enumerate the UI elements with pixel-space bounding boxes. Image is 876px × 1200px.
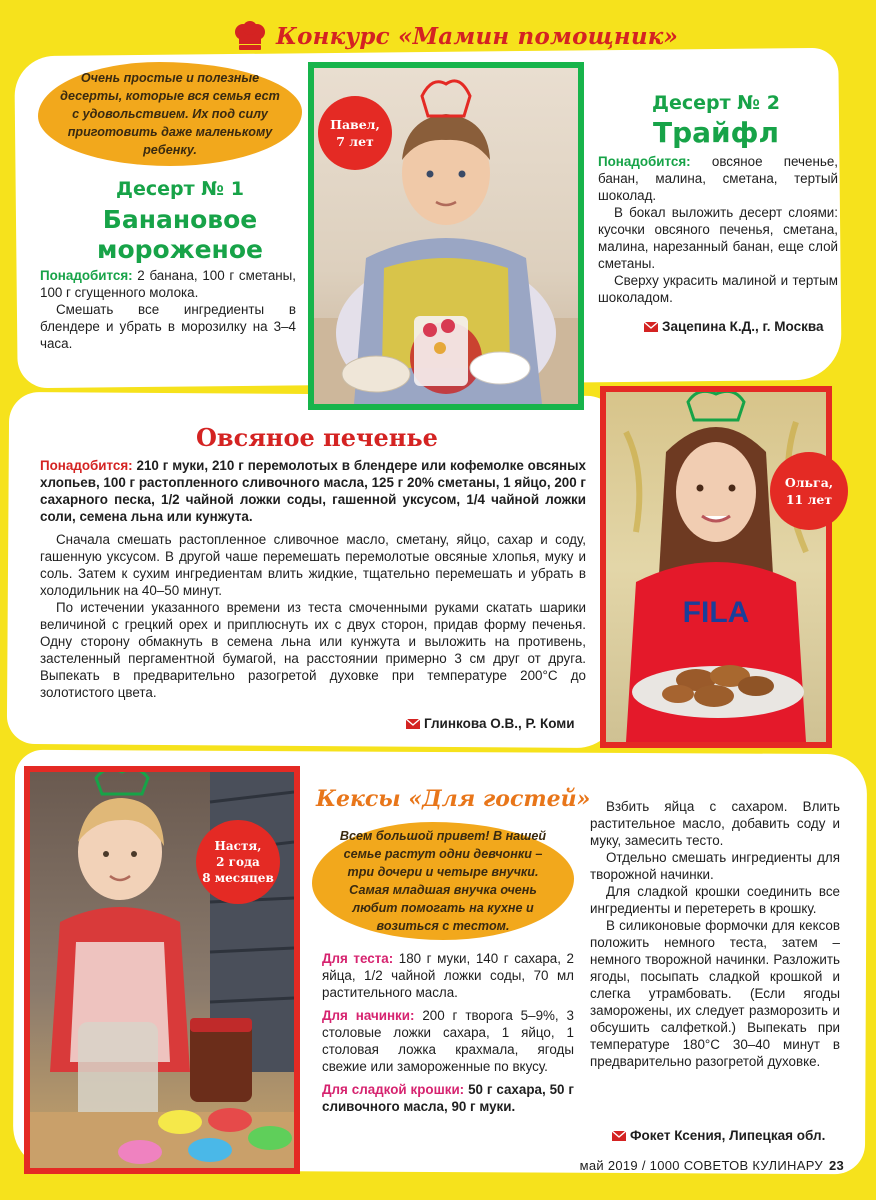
dough-ingredients: Для теста: 180 г муки, 140 г сахара, 2 яйца, 1/2 чайной ложки соды, 70 мл растительного масла. [322, 951, 574, 1000]
dessert1-title: Банановое мороженое [97, 205, 263, 264]
dessert2-body [598, 153, 838, 306]
envelope-icon [406, 719, 420, 729]
cupcakes-step-4: В силиконовые формочки для кексов положить немного теста, затем – немного творожной начинки. Разложить ягоды, посыпать сладкой крошкой и слегка утрамбовать. (Если ягоды заморожены, их следует разморозить и обсушить салфеткой.) Выпекать при температуре 180°С 30–40 минут в предварительно разогретой духовке. [590, 918, 840, 1069]
shirt-logo: FILA [682, 596, 750, 629]
photo-olga [600, 386, 832, 748]
cookies-ingredients: Понадобится: 210 г муки, 210 г перемолотых в блендере или кофемолке овсяных хлопьев, 100 г растопленного сливочного масла, 125 г 20% сметаны, 1 яйцо, 200 г сахарного песка, 1/2 чайной ложки соды, гашенной уксусом, 1/4 чайной ложки соли, семена льна или кунжута. [40, 458, 586, 524]
page-header [232, 16, 678, 56]
page-number: 23 [828, 1158, 844, 1173]
dessert2-ingredients: Понадобится: овсяное печенье, банан, малина, сметана, тертый шоколад. [598, 154, 838, 203]
cupcakes-ingredients [322, 950, 574, 1115]
cupcakes-bubble: Всем большой привет! В нашей семье растут одни девчонки – три дочери и четыре внучки. Самая младшая внучка очень любит помогать на кухне и возиться с тестом. [312, 822, 574, 940]
cupcakes-step-1: Взбить яйца с сахаром. Влить растительное масло, добавить соду и муку, замесить тесто. [590, 799, 840, 848]
cookies-method-2: По истечении указанного времени из теста смоченными руками скатать шарики величиной с грецкий орех и приплюснуть их с двух сторон, придав форму печенья. Одну сторону обмакнуть в семена льна или кунжута и выложить на противень, застеленный пергаментной бумагой, на расстоянии примерно 3 см друг от друга. Выпекать в предварительно разогретой духовке при температуре 200°С до золотистого цвета. [40, 600, 586, 700]
dessert1-number: Десерт № 1 [116, 178, 244, 200]
dessert2-author: Зацепина К.Д., г. Москва [644, 319, 823, 334]
crumb-ingredients: Для сладкой крошки: 50 г сахара, 50 г сливочного масла, 90 г муки. [322, 1082, 574, 1114]
badge-nastya: Настя, 2 года 8 месяцев [196, 820, 280, 904]
cookies-body [40, 457, 586, 701]
cookies-method-1: Сначала смешать растопленное сливочное масло, сметану, яйцо, сахар и соду, гашенную уксусом. В другой чаше перемешать перемолотые овсяные хлопья, муку и соль. Затем к сухим ингредиентам влить жидкие, тщательно перемешать и убрать в холодильник на 40–50 минут. [40, 532, 586, 598]
issue-label: май 2019 / 1000 СОВЕТОВ КУЛИНАРУ [579, 1158, 823, 1173]
dessert1-body [40, 267, 296, 352]
intro-bubble: Очень простые и полезные десерты, которые вся семья ест с удовольствием. Их под силу приготовить даже маленькому ребенку. [38, 62, 302, 166]
dessert2-title: Трайфл [653, 116, 779, 149]
page-title: Конкурс «Мамин помощник» [276, 22, 679, 50]
filling-ingredients: Для начинки: 200 г творога 5–9%, 3 столовые ложки сахара, 1 яйцо, 1 столовая ложка крахмала, ягоды свежие или замороженные по вкусу. [322, 1008, 574, 1074]
badge-olga: Ольга, 11 лет [770, 452, 848, 530]
envelope-icon [612, 1131, 626, 1141]
cupcakes-step-3: Для сладкой крошки соединить все ингредиенты и перетереть в крошку. [590, 884, 840, 916]
cupcakes-method [590, 798, 840, 1070]
dessert1-method: Смешать все ингредиенты в блендере и убрать в морозилку на 3–4 часа. [40, 302, 296, 351]
badge-pavel: Павел, 7 лет [318, 96, 392, 170]
dessert2-method-1: В бокал выложить десерт слоями: кусочки овсяного печенья, сметана, малина, нарезанный банан, еще слой сметаны. [598, 205, 838, 271]
cupcakes-step-2: Отдельно смешать ингредиенты для творожной начинки. [590, 850, 840, 882]
dessert2-number: Десерт № 2 [652, 92, 780, 114]
cookies-title: Овсяное печенье [196, 423, 438, 452]
chef-hat-icon [232, 21, 268, 51]
cupcakes-author: Фокет Ксения, Липецкая обл. [612, 1128, 825, 1143]
dessert2-method-2: Сверху украсить малиной и тертым шоколадом. [598, 273, 838, 305]
dessert1-ingredients: Понадобится: 2 банана, 100 г сметаны, 100 г сгущенного молока. [40, 268, 296, 300]
envelope-icon [644, 322, 658, 332]
cookies-author: Глинкова О.В., Р. Коми [406, 716, 575, 731]
page-footer [580, 1158, 844, 1173]
cupcakes-title: Кексы «Для гостей» [316, 786, 591, 812]
